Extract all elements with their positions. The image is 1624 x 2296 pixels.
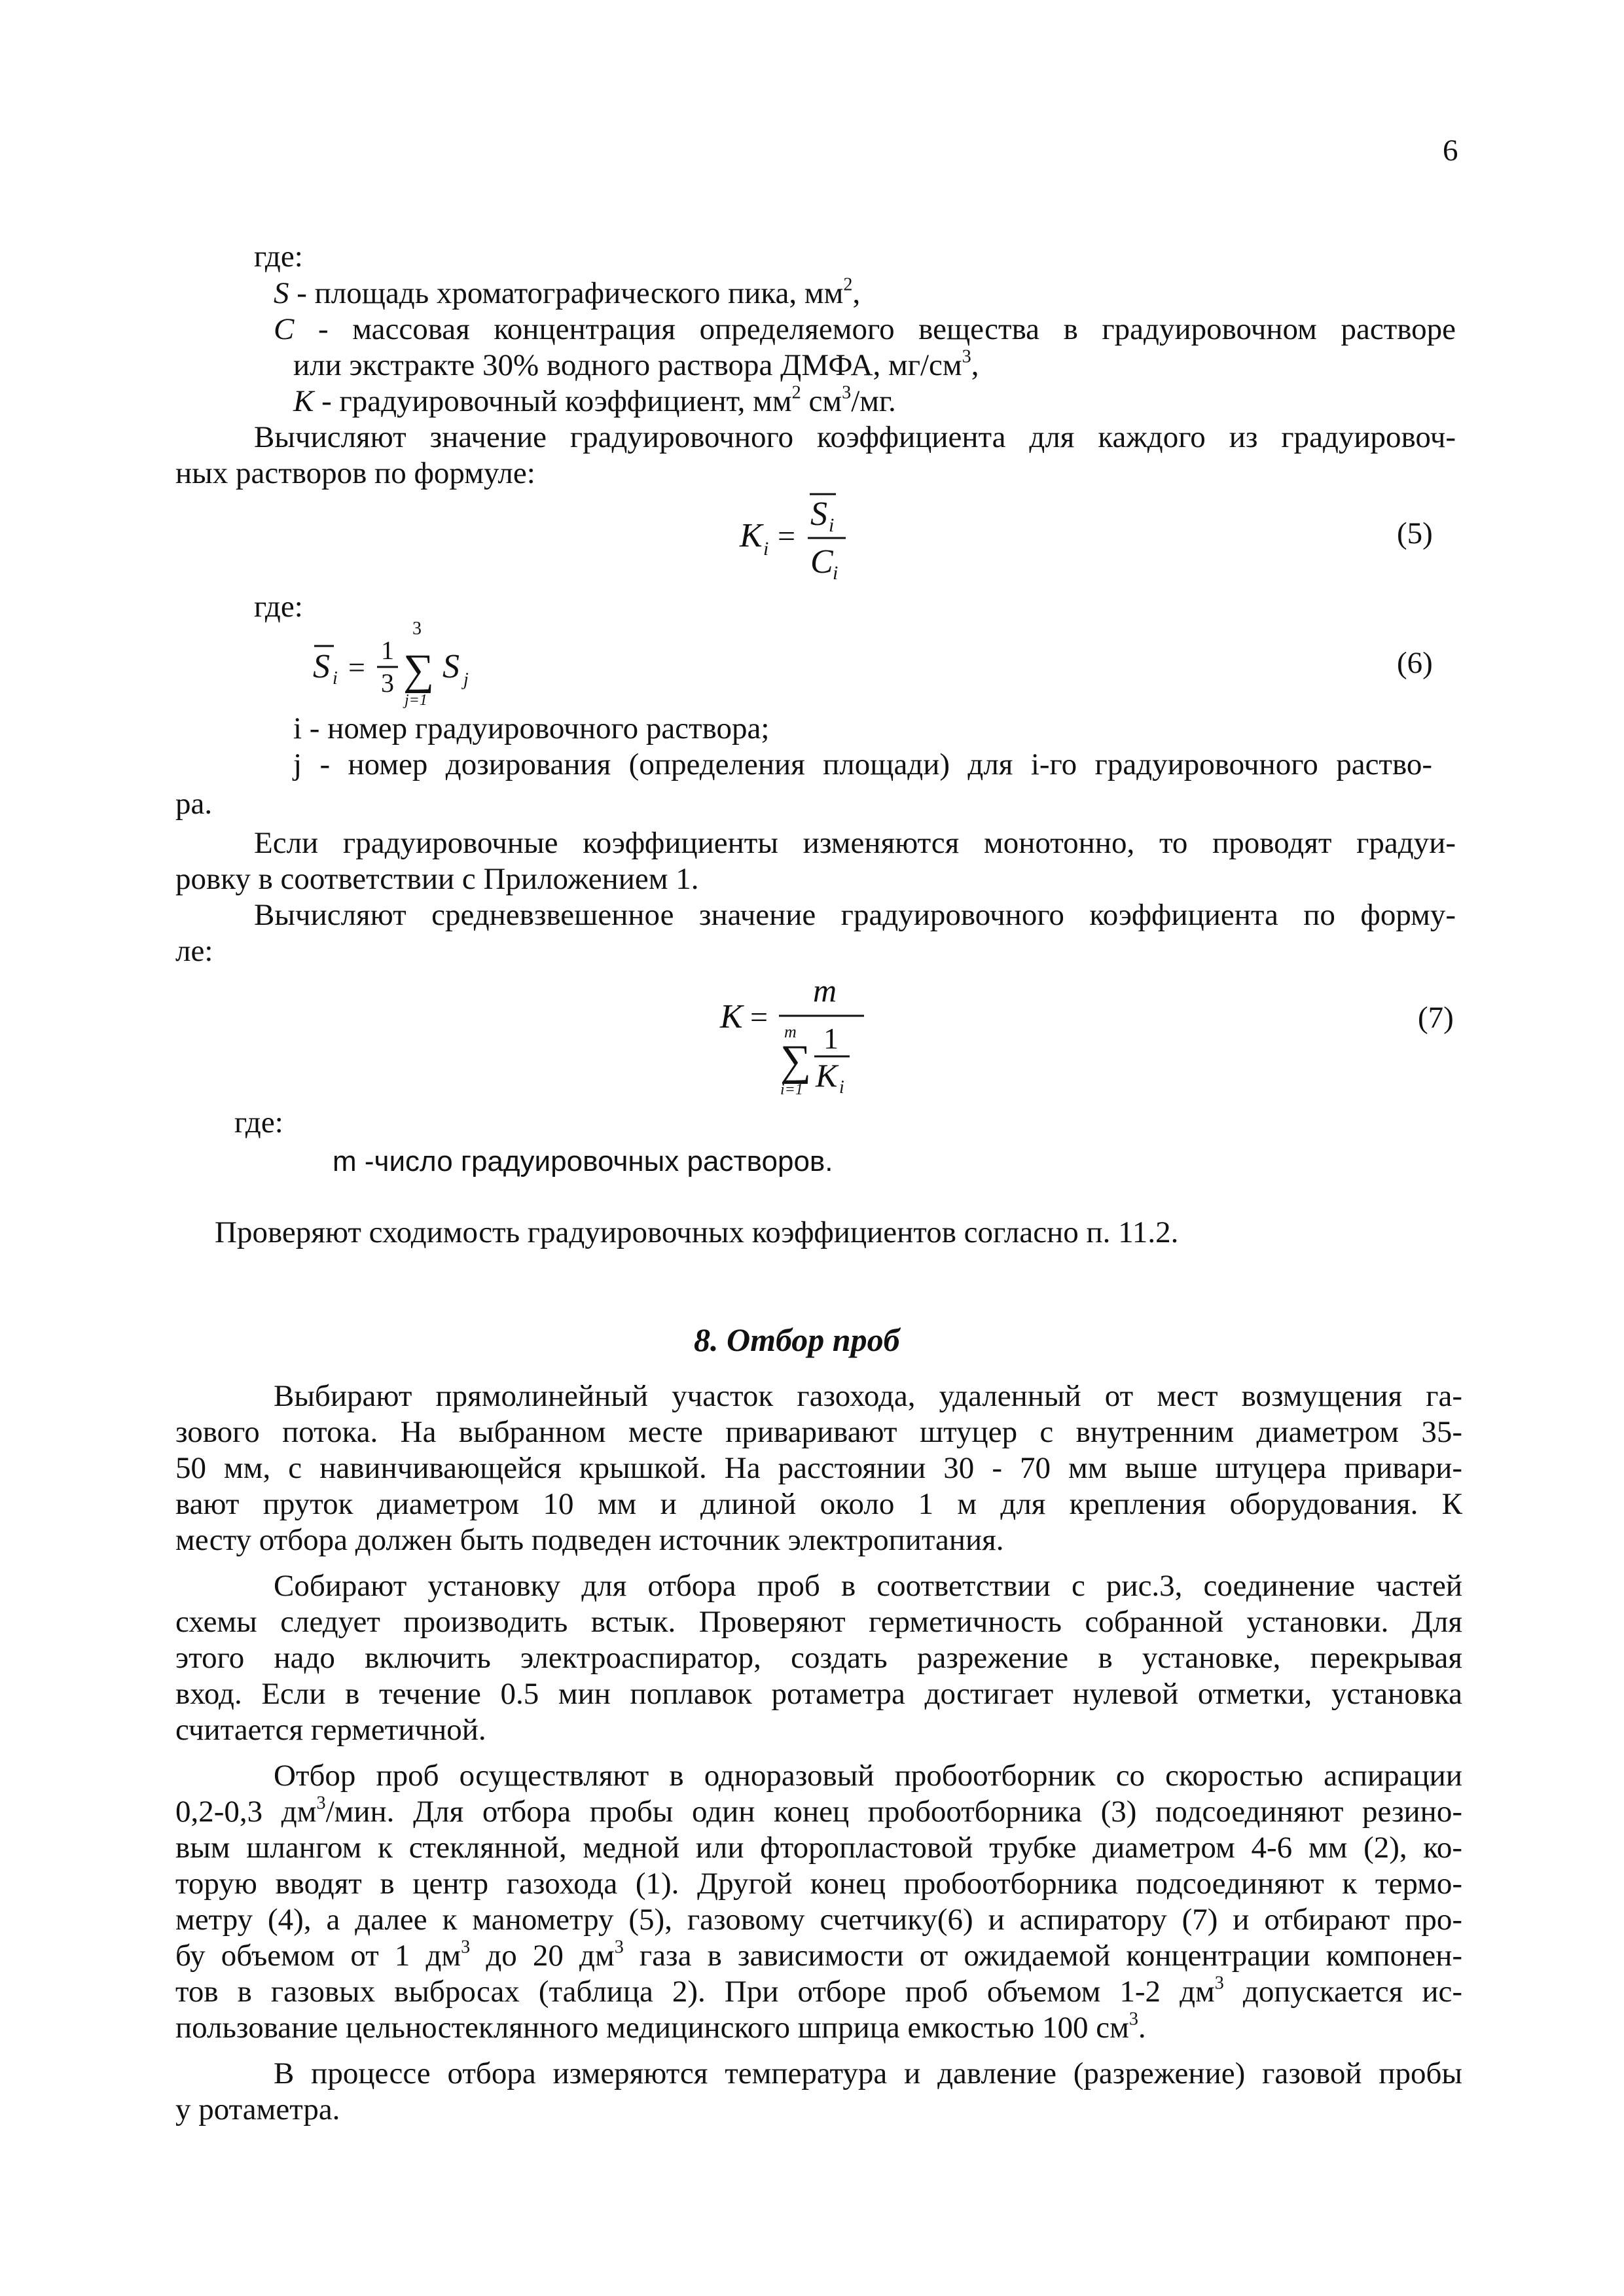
p3-line5: метру (4), а далее к манометру (5), газовому счетчику(6) и аспиратору (7) и отбирают про- bbox=[175, 1903, 1462, 1937]
definition-j: j - номер дозирования (определения площади) для i-го градуировочного раство- bbox=[293, 747, 1432, 781]
formula6-term: S bbox=[442, 648, 460, 685]
definition-k-text: - градуировочный коэффициент, мм bbox=[314, 384, 792, 418]
p2-line5: считается герметичной. bbox=[175, 1713, 486, 1747]
p3-line7-b: допускается ис- bbox=[1223, 1975, 1462, 2009]
formula5-lhs-sub: i bbox=[763, 538, 769, 560]
formula7-sum-upper: m bbox=[784, 1022, 797, 1041]
formula7-inner-num: 1 bbox=[823, 1022, 839, 1055]
p3-line2 bbox=[175, 1792, 1462, 1831]
p3-line8-a: пользование цельностеклянного медицинского шприца емкостью 100 см bbox=[175, 2011, 1129, 2045]
p3-line7-a: тов в газовых выбросах (таблица 2). При отборе проб объемом 1-2 дм bbox=[175, 1975, 1215, 2009]
definition-c-end: , bbox=[971, 348, 979, 382]
formula7-num: m bbox=[813, 972, 837, 1009]
symbol-k: K bbox=[293, 384, 314, 418]
mono-line2: ровку в соответствии с Приложением 1. bbox=[175, 862, 699, 896]
definition-c bbox=[274, 310, 1456, 349]
formula7-label: (7) bbox=[1418, 1001, 1454, 1035]
p1-line4: вают пруток диаметром 10 мм и длиной около 1 м для крепления оборудования. К bbox=[175, 1487, 1462, 1521]
section-heading: 8. Отбор проб bbox=[694, 1321, 900, 1358]
formula-5 bbox=[720, 484, 890, 583]
definition-s bbox=[274, 274, 860, 313]
formula5-den: C bbox=[810, 543, 833, 581]
formula5-den-sub: i bbox=[833, 562, 839, 583]
formula5-num-sub: i bbox=[829, 514, 835, 536]
p3-line1: Отбор проб осуществляют в одноразовый пробоотборник со скоростью аспирации bbox=[274, 1759, 1462, 1793]
formula7-sum-sign: ∑ bbox=[780, 1037, 812, 1085]
formula6-eq: = bbox=[348, 651, 365, 684]
formula5-eq: = bbox=[778, 519, 796, 554]
p3-line8-sup: 3 bbox=[1128, 2009, 1138, 2030]
p2-line2: схемы следует производить встык. Проверяют герметичность собранной установки. Для bbox=[175, 1605, 1462, 1639]
formula-7 bbox=[707, 969, 923, 1100]
p3-line4: торую вводят в центр газохода (1). Другой конец пробоотборника подсоединяют к термо- bbox=[175, 1867, 1462, 1901]
p3-line6-b: до 20 дм bbox=[470, 1939, 615, 1973]
formula7-sum-lower: i=1 bbox=[780, 1081, 803, 1098]
formula7-inner-den-sub: i bbox=[839, 1077, 844, 1098]
definition-c-text: - массовая концентрация определяемого вещества в градуировочном растворе bbox=[294, 312, 1456, 346]
definition-c-cont bbox=[293, 346, 979, 385]
p1-line1: Выбирают прямолинейный участок газохода, удаленный от мест возмущения га- bbox=[274, 1379, 1462, 1413]
avg-line1: Вычисляют средневзвешенное значение градуировочного коэффициента по форму- bbox=[254, 898, 1456, 932]
p2-line1: Собирают установку для отбора проб в соответствии с рис.3, соединение частей bbox=[274, 1569, 1462, 1603]
definition-k-mid: см bbox=[801, 384, 842, 418]
p3-line7-sup: 3 bbox=[1214, 1973, 1224, 1994]
p3-line8 bbox=[175, 2008, 1146, 2047]
definition-c-sup: 3 bbox=[962, 346, 971, 367]
definition-j-cont: ра. bbox=[175, 787, 213, 821]
formula6-term-sub: j bbox=[463, 670, 469, 690]
formula5-lhs: K bbox=[740, 517, 763, 554]
where-label-1: где: bbox=[254, 240, 303, 274]
avg-line2: ле: bbox=[175, 934, 213, 968]
page-number: 6 bbox=[1443, 134, 1458, 168]
p3-line6 bbox=[175, 1936, 1462, 1975]
definition-c-cont-text: или экстракте 30% водного раствора ДМФА, мг/см bbox=[293, 348, 962, 382]
p3-line8-b: . bbox=[1138, 2011, 1146, 2045]
definition-s-text: - площадь хроматографического пика, мм bbox=[289, 276, 844, 310]
formula6-frac-num: 1 bbox=[381, 636, 394, 665]
definition-k-end: /мг. bbox=[851, 384, 896, 418]
p4-line2: у ротаметра. bbox=[175, 2092, 340, 2126]
definition-i: i - номер градуировочного раствора; bbox=[293, 711, 770, 745]
p1-line2: зового потока. На выбранном месте приваривают штуцер с внутренним диаметром 35- bbox=[175, 1415, 1462, 1449]
p3-line6-a: бу объемом от 1 дм bbox=[175, 1939, 461, 1973]
p3-line2-b: /мин. Для отбора пробы один конец пробоотборника (3) подсоединяют резино- bbox=[325, 1795, 1462, 1829]
p3-line6-sup2: 3 bbox=[614, 1937, 624, 1958]
p3-line3: вым шлангом к стеклянной, медной или фторопластовой трубке диаметром 4-6 мм (2), ко- bbox=[175, 1831, 1462, 1865]
where-label-2: где: bbox=[254, 590, 303, 624]
formula6-sum-sign: ∑ bbox=[403, 646, 435, 694]
p3-line6-sup1: 3 bbox=[461, 1937, 471, 1958]
p3-line2-sup: 3 bbox=[316, 1793, 326, 1814]
p3-line6-c: газа в зависимости от ожидаемой концентрации компонен- bbox=[623, 1939, 1462, 1973]
definition-k bbox=[293, 382, 896, 421]
symbol-c: C bbox=[274, 312, 295, 346]
formula6-label: (6) bbox=[1397, 646, 1433, 680]
p1-line3: 50 мм, с навинчивающейся крышкой. На расстоянии 30 - 70 мм выше штуцера привари- bbox=[175, 1451, 1462, 1485]
formula6-sum-lower: j=1 bbox=[405, 692, 427, 709]
formula6-frac-den: 3 bbox=[381, 668, 394, 698]
formula7-lhs: K bbox=[720, 998, 743, 1035]
p1-line5: месту отбора должен быть подведен источник электропитания. bbox=[175, 1523, 1004, 1557]
formula5-label: (5) bbox=[1397, 516, 1433, 550]
p4-line1: В процессе отбора измеряются температура и давление (разрежение) газовой пробы bbox=[274, 2056, 1462, 2090]
definition-m: m -число градуировочных растворов. bbox=[333, 1145, 833, 1177]
calc1-line1: Вычисляют значение градуировочного коэффициента для каждого из градуировоч- bbox=[254, 420, 1456, 454]
formula6-sum-upper: 3 bbox=[412, 619, 422, 639]
p2-line3: этого надо включить электроаспиратор, создать разрежение в установке, перекрывая bbox=[175, 1641, 1462, 1675]
p2-line4: вход. Если в течение 0.5 мин поплавок ротаметра достигает нулевой отметки, установка bbox=[175, 1677, 1462, 1711]
formula7-eq: = bbox=[750, 1000, 768, 1035]
definition-k-sup1: 2 bbox=[791, 382, 801, 403]
definition-s-sup: 2 bbox=[843, 274, 853, 295]
where-label-3: где: bbox=[234, 1105, 283, 1139]
formula5-num: S bbox=[810, 495, 827, 533]
p3-line7 bbox=[175, 1972, 1462, 2011]
p3-line2-a: 0,2-0,3 дм bbox=[175, 1795, 317, 1829]
formula6-lhs-sub: i bbox=[333, 668, 338, 689]
check-convergence: Проверяют сходимость градуировочных коэффициентов согласно п. 11.2. bbox=[215, 1215, 1179, 1249]
definition-s-end: , bbox=[852, 276, 861, 310]
calc1-line2: ных растворов по формуле: bbox=[175, 456, 535, 490]
symbol-s: S bbox=[274, 276, 289, 310]
formula-6 bbox=[308, 619, 517, 717]
mono-line1: Если градуировочные коэффициенты изменяются монотонно, то проводят градуи- bbox=[254, 826, 1456, 860]
formula7-inner-den: K bbox=[816, 1057, 838, 1094]
formula6-lhs: S bbox=[313, 648, 330, 685]
definition-k-sup2: 3 bbox=[842, 382, 852, 403]
